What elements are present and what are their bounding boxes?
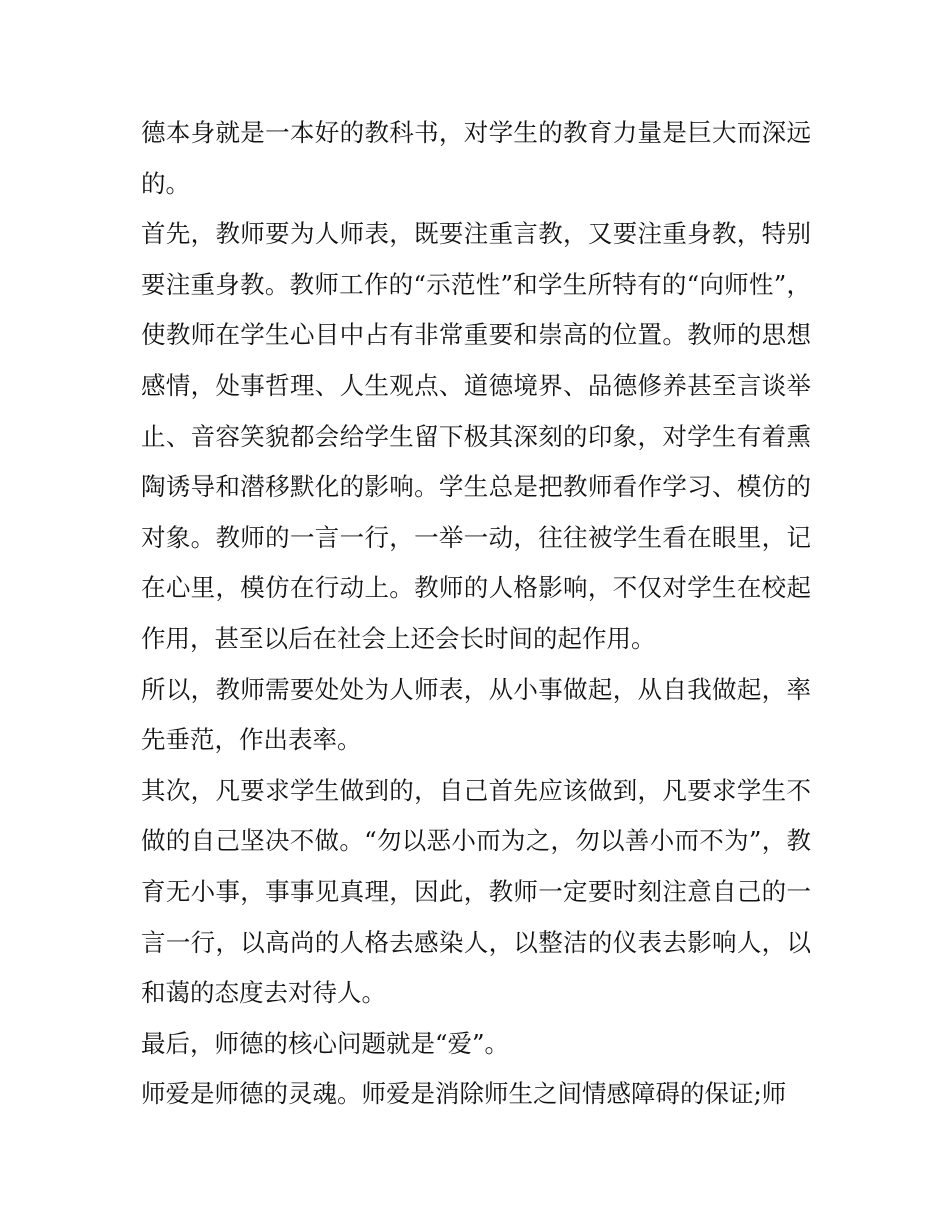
paragraph-4: 其次，凡要求学生做到的，自己首先应该做到，凡要求学生不做的自己坚决不做。“勿以恶小而为之，勿以善小而不为”，教育无小事，事事见真理，因此，教师一定要时刻注意自己的一言一行，以高尚的人格去感染人，以整洁的仪表去影响人，以和蔼的态度去对待人。	[141, 775, 811, 1008]
paragraph-3: 所以，教师需要处处为人师表，从小事做起，从自我做起，率先垂范，作出表率。	[141, 674, 811, 755]
paragraph-6: 师爱是师德的灵魂。师爱是消除师生之间情感障碍的保证;师	[141, 1079, 787, 1109]
paragraph-5: 最后，师德的核心问题就是“爱”。	[141, 1028, 510, 1058]
paragraph-1: 德本身就是一本好的教科书，对学生的教育力量是巨大而深远的。	[141, 118, 811, 198]
document-body	[141, 108, 811, 1120]
paragraph-2: 首先，教师要为人师表，既要注重言教，又要注重身教，特别要注重身教。教师工作的“示范性”和学生所特有的“向师性”，使教师在学生心目中占有非常重要和崇高的位置。教师的思想感情，处事哲理、人生观点、道德境界、品德修养甚至言谈举止、音容笑貌都会给学生留下极其深刻的印象，对学生有着熏陶诱导和潜移默化的影响。学生总是把教师看作学习、模仿的对象。教师的一言一行，一举一动，往往被学生看在眼里，记在心里，模仿在行动上。教师的人格影响，不仅对学生在校起作用，甚至以后在社会上还会长时间的起作用。	[141, 219, 811, 653]
